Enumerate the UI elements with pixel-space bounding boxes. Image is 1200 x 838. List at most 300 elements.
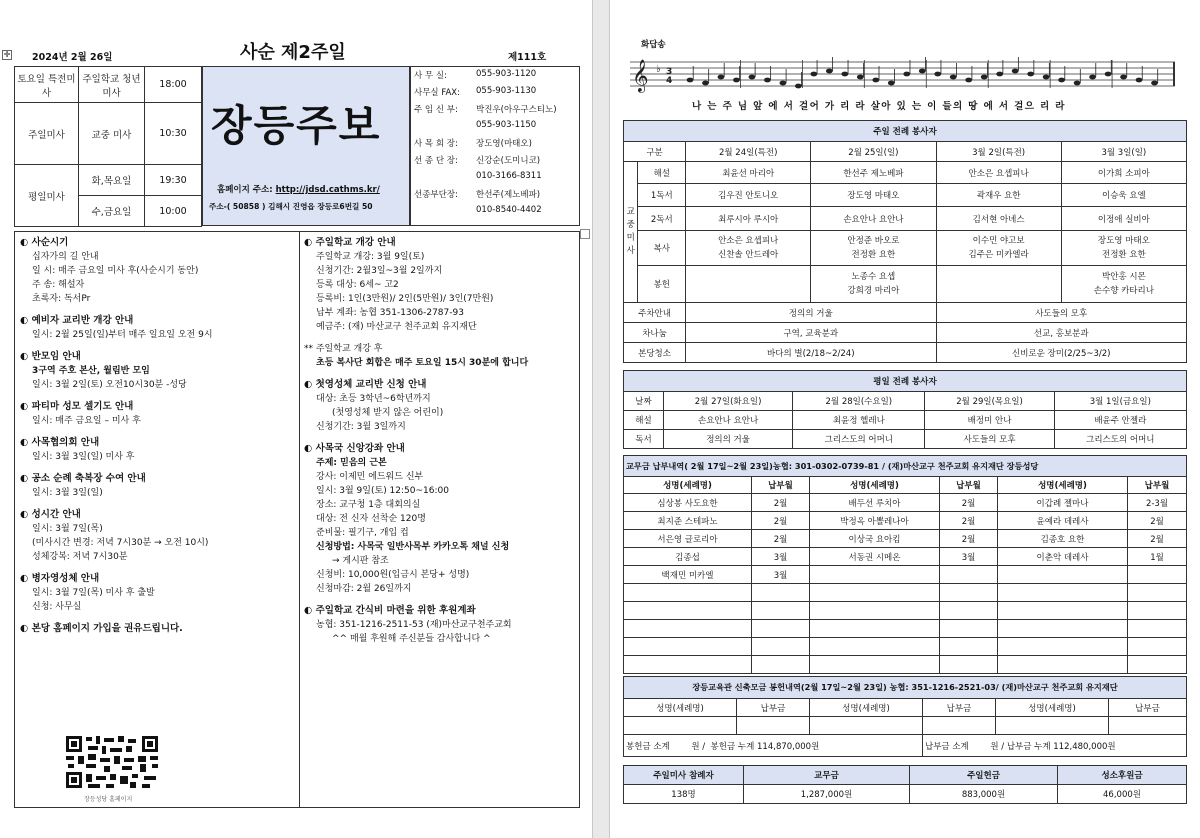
cell: 2-3월 xyxy=(1128,494,1187,512)
cell xyxy=(940,602,998,620)
building-summary-payment: 납부금 소계 원 / 납부금 누계 112,480,000원 xyxy=(923,735,1187,757)
cell xyxy=(624,656,752,674)
weekday-servers-table xyxy=(623,370,1187,449)
music-note xyxy=(888,81,895,86)
col-header: 납부금 xyxy=(923,699,996,717)
cell xyxy=(1128,620,1187,638)
notice-section xyxy=(20,350,296,392)
col-header: 성명(세례명) xyxy=(996,699,1109,717)
mass-time: 18:00 xyxy=(145,67,202,103)
col-header: 납부금 xyxy=(737,699,810,717)
notice-line: 신청비: 10,000원(입금시 본당+ 성명) xyxy=(316,570,470,580)
contact-row: 010-8540-4402 xyxy=(476,205,542,215)
cell: 2월 xyxy=(940,494,998,512)
notice-line: 일시: 2월 25일(일)부터 매주 일요일 오전 9시 xyxy=(32,330,213,340)
cell xyxy=(1128,638,1187,656)
cell: 정의의 거울 xyxy=(664,430,793,449)
cell xyxy=(1128,602,1187,620)
cell xyxy=(752,602,810,620)
cell: 손요안나 요안나 xyxy=(664,411,793,430)
cell xyxy=(686,266,811,303)
col-header: 성명(세례명) xyxy=(624,477,752,494)
notice-section xyxy=(304,236,578,334)
resize-marker[interactable] xyxy=(580,229,590,239)
music-note xyxy=(872,78,879,83)
notice-line: 신청: 사무실 xyxy=(32,602,82,612)
col-header: 납부월 xyxy=(1128,477,1187,494)
cell xyxy=(624,638,752,656)
music-note xyxy=(1043,75,1050,80)
cell: 배두선 루치아 xyxy=(810,494,940,512)
music-note xyxy=(826,69,833,74)
cell: 윤예라 데레사 xyxy=(998,512,1128,530)
cell: 최윤정 헬레나 xyxy=(793,411,925,430)
cell xyxy=(810,638,940,656)
notice-section xyxy=(304,378,578,434)
contact-row: 010-3166-8311 xyxy=(476,171,542,181)
sunday-servers-table xyxy=(623,120,1187,363)
notice-section xyxy=(20,508,296,564)
music-staff xyxy=(630,52,1175,98)
cell: 장도영 마태오 xyxy=(811,184,936,207)
song-lyrics: 나 는 주 님 앞 에 서 걸어 가 리 라 살아 있 는 이 들의 땅 에 서 걸으 리 라 xyxy=(692,101,1066,112)
cell: 사도들의 모후 xyxy=(925,430,1054,449)
music-note xyxy=(1058,78,1065,83)
cell: 배윤주 안젤라 xyxy=(1054,411,1186,430)
notice-line: 일시: 매주 금요일 – 미사 후 xyxy=(32,416,141,426)
cell: 손요안나 요안나 xyxy=(811,207,936,231)
notice-line: 일시: 3월 7일(목) 미사 후 출발 xyxy=(32,588,155,598)
col-header: 교무금 xyxy=(744,766,910,785)
col-header: 구분 xyxy=(624,142,686,162)
music-note xyxy=(857,75,864,80)
notice-title: ◐ 본당 홈페이지 가입을 권유드립니다. xyxy=(20,623,183,634)
qr-caption: 장등성당 홈페이지 xyxy=(84,796,133,803)
notice-line: 일시: 3월 2일(토) 오전10시30분 -성당 xyxy=(32,380,187,390)
table-row xyxy=(624,584,1187,602)
cell: 장도영 마태오 전정환 요한 xyxy=(1061,231,1186,266)
cell: 이가희 소피아 xyxy=(1061,162,1186,184)
contacts-box xyxy=(410,66,580,226)
cell: 사도들의 모후 xyxy=(936,303,1186,323)
music-note xyxy=(1027,72,1034,77)
notice-section xyxy=(20,572,296,614)
cell xyxy=(810,602,940,620)
svg-text:4: 4 xyxy=(666,76,673,86)
music-note xyxy=(780,81,787,86)
cell: 신비로운 장미(2/25~3/2) xyxy=(936,343,1186,363)
cell: 1월 xyxy=(1128,548,1187,566)
cell: 2월 xyxy=(752,512,810,530)
mass-name: 교중 미사 xyxy=(79,103,145,165)
notice-line: 장소: 교구청 1층 대회의실 xyxy=(316,500,421,510)
col-header: 성명(세례명) xyxy=(810,699,923,717)
music-note xyxy=(1012,69,1019,74)
mass-name: 주일학교 청년미사 xyxy=(79,67,145,103)
notice-section xyxy=(20,436,296,464)
cell: 노종수 요셉 강희경 마리아 xyxy=(811,266,936,303)
cell: 박안홍 시몬 손수향 카타리나 xyxy=(1061,266,1186,303)
notice-line: 신청방법: 사목국 일반사목부 카카오톡 채널 신청 xyxy=(316,542,510,552)
notice-line: 신청기간: 2월3일~3월 2일까지 xyxy=(316,266,443,276)
notice-title: ◐ 사순시기 xyxy=(20,237,69,248)
bulletin-date: 2024년 2월 26일 xyxy=(32,52,113,63)
cell: 한선주 제노베파 xyxy=(811,162,936,184)
table-row xyxy=(624,566,1187,584)
totals-table xyxy=(623,765,1187,804)
notice-section xyxy=(20,622,296,636)
notice-title: ◐ 첫영성체 교리반 신청 안내 xyxy=(304,379,427,390)
notice-line: 주제: 믿음의 근본 xyxy=(316,458,387,468)
table-row xyxy=(624,638,1187,656)
notice-line: 3구역 주호 본산, 월림반 모임 xyxy=(32,366,150,376)
role: 본당청소 xyxy=(624,343,686,363)
cell: 안정준 바오로 전정환 요한 xyxy=(811,231,936,266)
mass-name: 화,목요일 xyxy=(79,165,145,196)
cell xyxy=(940,656,998,674)
cell xyxy=(940,638,998,656)
cell: 이수민 야고보 김주은 미카엘라 xyxy=(936,231,1061,266)
music-note xyxy=(841,72,848,77)
notice-line: 일시: 3월 9일(토) 12:50~16:00 xyxy=(316,486,449,496)
cell: 이정애 실비아 xyxy=(1061,207,1186,231)
cell: 김종섭 xyxy=(624,548,752,566)
cell: 백재민 미카엘 xyxy=(624,566,752,584)
cell xyxy=(752,584,810,602)
cell: 서은영 글로리아 xyxy=(624,530,752,548)
cell: 최지준 스테파노 xyxy=(624,512,752,530)
cell: 이승욱 요엘 xyxy=(1061,184,1186,207)
mass-name: 수,금요일 xyxy=(79,196,145,227)
col-header: 납부월 xyxy=(940,477,998,494)
right-notices-column xyxy=(304,236,578,654)
music-note xyxy=(996,72,1003,77)
sunday-servers-title: 주일 전례 봉사자 xyxy=(624,121,1187,142)
song-label: 화답송 xyxy=(641,40,666,50)
contact-row: 선종부단장: 한선주(제노베파) xyxy=(414,190,541,200)
notice-line: 신청기간: 3월 3일까지 xyxy=(316,422,406,432)
cell xyxy=(752,638,810,656)
cell xyxy=(998,566,1128,584)
cell: 3월 xyxy=(752,548,810,566)
bullet-icon: ◐ xyxy=(20,237,32,248)
notice-title: ◐ 사목국 신앙강좌 안내 xyxy=(304,443,405,454)
building-fund-title: 장등교육관 신축모금 봉헌내역(2월 17일~2월 23일) 농협: 351-1216-2521-03/ (재)마산교구 천주교회 유지재단 xyxy=(624,677,1187,699)
role: 해설 xyxy=(638,162,686,184)
cell xyxy=(940,620,998,638)
mass-day: 주일미사 xyxy=(15,103,79,165)
role: 독서 xyxy=(624,430,664,449)
cell: 박정옥 아뽈레나아 xyxy=(810,512,940,530)
notices-divider xyxy=(299,231,300,808)
notice-line: 준비물: 필기구, 개입 컵 xyxy=(316,528,409,538)
notice-line: 등록 대상: 6세~ 고2 xyxy=(316,280,399,290)
music-note xyxy=(934,72,941,77)
notice-section xyxy=(20,472,296,500)
building-fund-table xyxy=(623,676,1187,757)
col-header: 성명(세례명) xyxy=(624,699,737,717)
notice-line: 십자가의 길 안내 xyxy=(32,252,99,262)
brand-box xyxy=(202,66,410,226)
notice-section xyxy=(20,400,296,428)
notice-line: 일 시: 매주 금요일 미사 후(사순시기 동안) xyxy=(32,266,199,276)
table-row xyxy=(624,494,1187,512)
music-note xyxy=(687,78,694,83)
notice-title: ◐ 예비자 교리반 개강 안내 xyxy=(20,315,134,326)
table-move-handle-icon[interactable]: ✛ xyxy=(3,50,11,59)
notice-line: 주 송: 해설자 xyxy=(32,280,85,290)
music-note xyxy=(1105,72,1112,77)
cell: 배정미 안나 xyxy=(925,411,1054,430)
table-row xyxy=(624,620,1187,638)
weekday-servers-title: 평일 전례 봉사자 xyxy=(624,371,1187,392)
col-header: 2월 27일(화요일) xyxy=(664,392,793,411)
left-notices-column xyxy=(20,236,296,644)
cell xyxy=(624,602,752,620)
bullet-icon: ◐ xyxy=(20,573,32,584)
total-value: 1,287,000원 xyxy=(744,785,910,804)
table-row xyxy=(624,512,1187,530)
music-note xyxy=(718,75,725,80)
music-note xyxy=(810,72,817,77)
cell xyxy=(810,584,940,602)
table-row xyxy=(624,530,1187,548)
notice-line: ^^ 매월 후원해 주신분들 감사합니다 ^ xyxy=(332,634,491,644)
page-title: 사순 제2주일 xyxy=(240,42,346,63)
cell: 김우진 안토니오 xyxy=(686,184,811,207)
music-note xyxy=(903,72,910,77)
music-note xyxy=(981,75,988,80)
notice-line: 예금주: (재) 마산교구 천주교회 유지재단 xyxy=(316,322,477,332)
col-header: 3월 2일(특전) xyxy=(936,142,1061,162)
cell: 그리스도의 어머니 xyxy=(1054,430,1186,449)
cell: 바다의 별(2/18~2/24) xyxy=(686,343,936,363)
cell: 그리스도의 어머니 xyxy=(793,430,925,449)
col-header: 주일헌금 xyxy=(910,766,1058,785)
bullet-icon: ◐ xyxy=(304,379,316,390)
bullet-icon: ◐ xyxy=(20,401,32,412)
cell xyxy=(624,584,752,602)
bullet-icon: ◐ xyxy=(20,509,32,520)
table-row xyxy=(624,656,1187,674)
notice-title: ◐ 주일학교 간식비 마련을 위한 후원계좌 xyxy=(304,605,476,616)
cell: 3월 xyxy=(752,566,810,584)
music-note xyxy=(1151,81,1158,86)
music-note xyxy=(733,78,740,83)
col-header: 성명(세례명) xyxy=(810,477,940,494)
cell xyxy=(1128,656,1187,674)
cell xyxy=(737,717,810,735)
notice-line: 일시: 3월 7일(목) xyxy=(32,524,103,534)
issue-number: 제111호 xyxy=(508,52,547,63)
cell xyxy=(624,717,737,735)
mass-time: 19:30 xyxy=(145,165,202,196)
notice-title: ◐ 사목협의회 안내 xyxy=(20,437,100,448)
cell xyxy=(998,620,1128,638)
notice-title: ◐ 파티마 성모 셀기도 안내 xyxy=(20,401,134,412)
bullet-icon: ◐ xyxy=(20,437,32,448)
contact-row: 055-903-1150 xyxy=(476,120,537,130)
cell: 이상국 요아킴 xyxy=(810,530,940,548)
contact-row: 사 무 실: 055-903-1120 xyxy=(414,69,537,81)
notice-line: 주일학교 개강: 3월 9일(토) xyxy=(316,252,425,262)
notice-line: 강사: 이제민 에드워드 신부 xyxy=(316,472,424,482)
notice-line: 농협: 351-1216-2511-53 (재)마산교구천주교회 xyxy=(316,620,512,630)
homepage-label: 홈페이지 주소: xyxy=(217,185,273,195)
col-header: 2월 24일(특전) xyxy=(686,142,811,162)
music-note xyxy=(919,69,926,74)
notice-section xyxy=(304,442,578,596)
total-value: 46,000원 xyxy=(1058,785,1187,804)
cell xyxy=(810,620,940,638)
notice-line: 일시: 3월 3일(일) 미사 후 xyxy=(32,452,135,462)
cell xyxy=(940,566,998,584)
contact-row: 주 임 신 부: 박진우(아우구스티노) xyxy=(414,105,557,115)
notice-line: 납부 계좌: 농협 351-1306-2787-93 xyxy=(316,308,464,318)
building-summary-offering: 봉헌금 소계 원 / 봉헌금 누계 114,870,000원 xyxy=(624,735,923,757)
cell: 2월 xyxy=(752,494,810,512)
role: 복사 xyxy=(638,231,686,266)
cell: 2월 xyxy=(940,530,998,548)
notice-line: 초록자: 독서Pr xyxy=(32,294,91,304)
role: 2독서 xyxy=(638,207,686,231)
col-header: 2월 25일(일) xyxy=(811,142,936,162)
contact-row: 사 목 회 장: 장도영(마태오) xyxy=(414,139,532,149)
svg-text:♭: ♭ xyxy=(656,64,661,75)
role: 주차안내 xyxy=(624,303,686,323)
cell xyxy=(998,602,1128,620)
notice-line: (첫영성체 받지 않은 어린이) xyxy=(332,408,444,418)
cell xyxy=(940,584,998,602)
cell xyxy=(936,266,1061,303)
cell xyxy=(810,656,940,674)
cell: 안소은 요셉피나 xyxy=(936,162,1061,184)
notice-line: → 게시판 참조 xyxy=(332,556,389,566)
cell: 정의의 거울 xyxy=(686,303,936,323)
notice-line: (미사시간 변경: 저녁 7시30분 → 오전 10시) xyxy=(32,538,209,548)
total-value: 138명 xyxy=(624,785,744,804)
notice-line: 성체강복: 저녁 7시30분 xyxy=(32,552,128,562)
qr-code[interactable] xyxy=(64,734,160,790)
mass-day: 토요일 특전미사 xyxy=(15,67,79,103)
cell xyxy=(810,566,940,584)
bullet-icon: ◐ xyxy=(20,351,32,362)
cell: 김서현 아녜스 xyxy=(936,207,1061,231)
brand-title: 장등주보 xyxy=(211,101,382,150)
music-note xyxy=(795,84,802,89)
dues-table xyxy=(623,455,1187,674)
bullet-icon: ◐ xyxy=(20,315,32,326)
notice-section xyxy=(304,342,578,370)
notice-title: ◐ 주일학교 개강 안내 xyxy=(304,237,396,248)
notice-title: ◐ 성시간 안내 xyxy=(20,509,81,520)
col-header: 3월 1일(금요일) xyxy=(1054,392,1186,411)
homepage-row xyxy=(217,183,380,195)
notice-line: 신청마감: 2월 26일까지 xyxy=(316,584,412,594)
col-header: 3월 3일(일) xyxy=(1061,142,1186,162)
music-note xyxy=(965,78,972,83)
music-note xyxy=(749,75,756,80)
music-note xyxy=(764,78,771,83)
cell: 2월 xyxy=(752,530,810,548)
cell xyxy=(1128,584,1187,602)
svg-text:𝄞: 𝄞 xyxy=(632,59,649,92)
dues-title: 교무금 납부내역( 2월 17일~2월 23일)농협: 301-0302-0739-81 / (재)마산교구 천주교회 유지재단 장등성당 xyxy=(624,456,1187,477)
bullet-icon: ◐ xyxy=(20,623,32,634)
cell: 이갑례 젤마나 xyxy=(998,494,1128,512)
notice-line: 대상: 전 신자 선착순 120명 xyxy=(316,514,426,524)
role: 봉헌 xyxy=(638,266,686,303)
cell: 선교, 홍보분과 xyxy=(936,323,1186,343)
cell xyxy=(996,717,1109,735)
svg-text:3: 3 xyxy=(666,67,673,77)
cell xyxy=(1109,717,1187,735)
cell: 구역, 교육분과 xyxy=(686,323,936,343)
cell: 김종호 요한 xyxy=(998,530,1128,548)
notice-title: ◐ 병자영성체 안내 xyxy=(20,573,100,584)
bullet-icon: ◐ xyxy=(20,473,32,484)
cell xyxy=(1128,566,1187,584)
music-note xyxy=(702,81,709,86)
mass-time: 10:30 xyxy=(145,103,202,165)
homepage-link[interactable]: http://jdsd.cathms.kr/ xyxy=(275,185,380,195)
notice-title: ◐ 공소 순례 축복장 수여 안내 xyxy=(20,473,146,484)
music-note xyxy=(1089,75,1096,80)
cell xyxy=(810,717,923,735)
music-note xyxy=(1074,81,1081,86)
cell: 최윤선 마리아 xyxy=(686,162,811,184)
col-header: 성명(세례명) xyxy=(998,477,1128,494)
cell xyxy=(998,656,1128,674)
cell: 안소은 요셉피나 신찬솔 안드레아 xyxy=(686,231,811,266)
notice-section xyxy=(20,236,296,306)
side-label: 교중미사 xyxy=(624,162,638,303)
col-header: 납부월 xyxy=(752,477,810,494)
cell: 최루시아 루시아 xyxy=(686,207,811,231)
cell xyxy=(624,620,752,638)
cell xyxy=(998,584,1128,602)
cell xyxy=(752,656,810,674)
notice-section xyxy=(20,314,296,342)
cell: 2월 xyxy=(1128,512,1187,530)
bullet-icon: ◐ xyxy=(304,605,316,616)
notice-line: ** 주일학교 개강 후 xyxy=(304,344,383,354)
cell: 3월 xyxy=(940,548,998,566)
music-note xyxy=(1136,78,1143,83)
role: 차나눔 xyxy=(624,323,686,343)
notice-title: ◐ 반모임 안내 xyxy=(20,351,81,362)
cell: 심상봉 사도요한 xyxy=(624,494,752,512)
cell xyxy=(998,638,1128,656)
col-header: 주일미사 참례자 xyxy=(624,766,744,785)
notice-line: 대상: 초등 3학년~6학년까지 xyxy=(316,394,431,404)
mass-schedule-table xyxy=(14,66,202,227)
page-gap xyxy=(592,0,610,838)
music-note xyxy=(950,75,957,80)
table-row xyxy=(624,602,1187,620)
role: 해설 xyxy=(624,411,664,430)
cell: 2월 xyxy=(940,512,998,530)
notice-line: 일시: 3월 3일(일) xyxy=(32,488,103,498)
table-row xyxy=(624,548,1187,566)
col-header: 성소후원금 xyxy=(1058,766,1187,785)
contact-row: 선 종 단 장: 신강순(도미니코) xyxy=(414,156,541,166)
church-address: 주소-( 50858 ) 김해시 진영읍 장등로6번길 50 xyxy=(209,202,373,211)
col-header: 날짜 xyxy=(624,392,664,411)
cell xyxy=(923,717,996,735)
cell: 곽재우 요한 xyxy=(936,184,1061,207)
total-value: 883,000원 xyxy=(910,785,1058,804)
